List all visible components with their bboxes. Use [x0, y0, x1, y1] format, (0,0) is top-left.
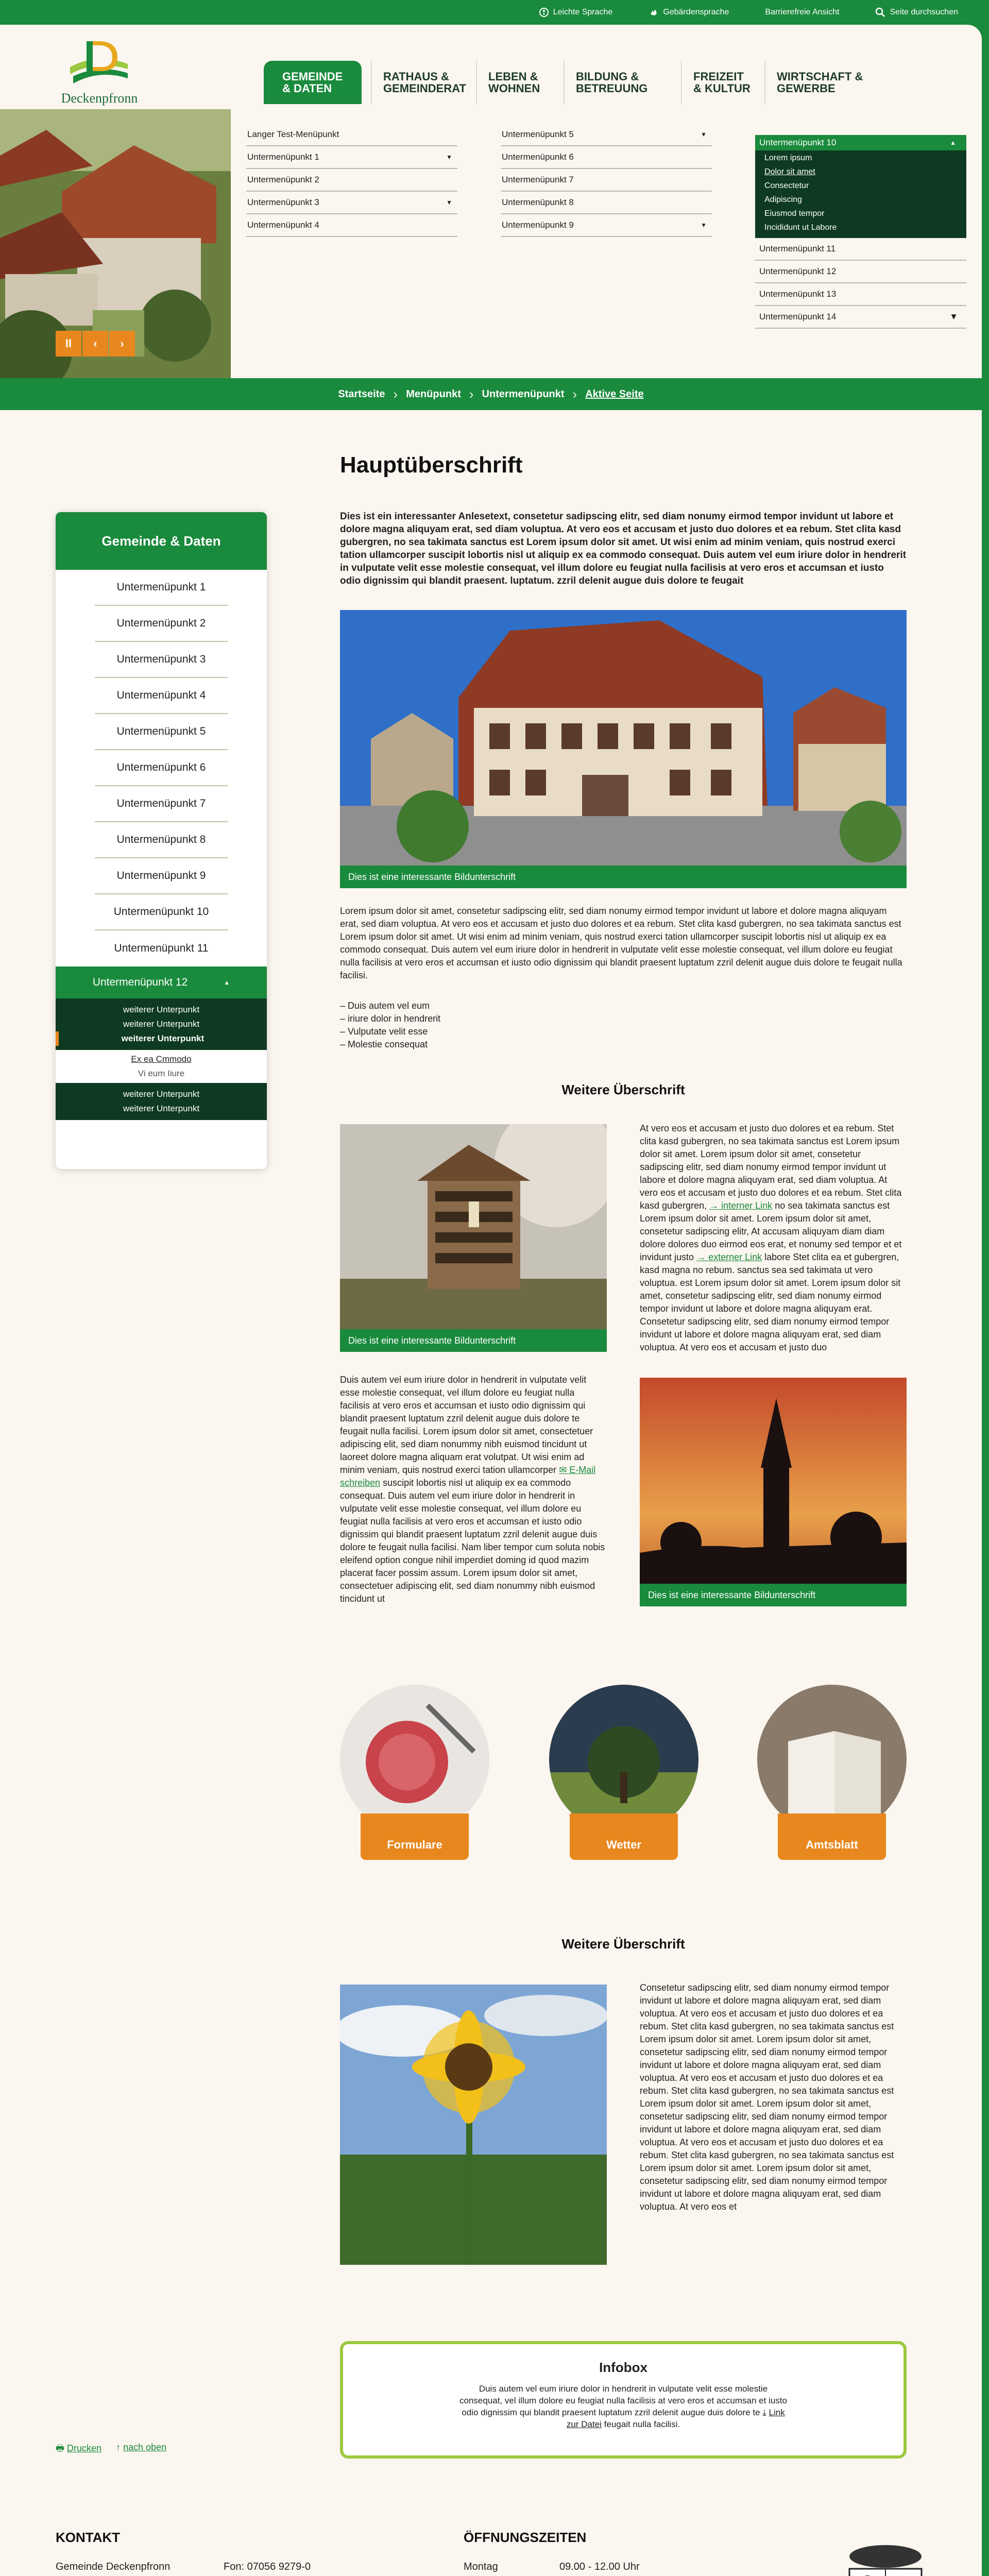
- sidebar-item[interactable]: Untermenüpunkt 8: [95, 822, 228, 858]
- chevron-up-icon: ▲: [950, 139, 956, 146]
- list-item: – Molestie consequat: [340, 1039, 428, 1049]
- tile-formulare-button[interactable]: Formulare: [361, 1814, 469, 1860]
- mega-item[interactable]: Untermenüpunkt 9 ▼: [501, 214, 712, 237]
- sidebar-subsubmenu: [56, 1050, 267, 1083]
- slider-prev-button[interactable]: ‹: [82, 331, 108, 357]
- sidebar-sub-item[interactable]: weiterer Unterpunkt: [56, 1031, 267, 1046]
- footer-contact-title: KONTAKT: [56, 2530, 121, 2545]
- breadcrumb-item[interactable]: Untermenüpunkt: [482, 388, 565, 400]
- nav-rathaus[interactable]: RATHAUS & GEMEINDERAT: [371, 61, 476, 104]
- body-paragraph: Lorem ipsum dolor sit amet, consetetur sadipscing elitr, sed diam nonumy eirmod tempor invidunt ut labore et dolore magna aliquyam erat, sed diam voluptua. At vero eos et accusam et justo duo dolores et ea rebum. Stet clita kasd gubergren, no sea takimata sanctus est Lorem ipsum dolor sit amet. Ut wisi enim ad minim veniam, quis nostrud exerci tation ullamcorper suscipit lobortis nisl ut aliquip ex ea commodo consequat. Duis autem vel eum iriure dolor in hendrerit in vulputate velit esse molestie consequat, vel illum dolore eu feugiat nulla facilisis at vero eros et accumsan et iusto odio dignissim qui blandit praesent luptatum zzril delenit augue duis dolore te feugait nulla facilisi.: [340, 906, 902, 980]
- footer-address: Gemeinde Deckenpfronn: [56, 2561, 170, 2572]
- accessible-view-link[interactable]: Barrierefreie Ansicht: [765, 8, 840, 16]
- sidebar-item[interactable]: Untermenüpunkt 3: [95, 642, 228, 678]
- site-search-link[interactable]: Seite durchsuchen: [875, 7, 958, 18]
- chevron-down-icon: ▼: [949, 312, 958, 321]
- sidebar-item[interactable]: Untermenüpunkt 6: [95, 750, 228, 786]
- mega-item[interactable]: Untermenüpunkt 13: [755, 283, 966, 306]
- print-link[interactable]: 🖶 Drucken: [56, 2443, 102, 2453]
- tile-wetter-button[interactable]: Wetter: [570, 1814, 678, 1860]
- sign-language-icon: [649, 7, 659, 18]
- nav-wirtschaft[interactable]: WIRTSCHAFT & GEWERBE: [764, 61, 883, 104]
- back-to-top-link[interactable]: ↑ nach oben: [116, 2442, 167, 2452]
- file-link[interactable]: Link zur Datei: [566, 2408, 785, 2429]
- mega-item[interactable]: Untermenüpunkt 8: [501, 192, 712, 214]
- sidebar-item[interactable]: Untermenüpunkt 4: [95, 678, 228, 714]
- infobox-title: Infobox: [599, 2360, 647, 2375]
- sidebar-item[interactable]: Untermenüpunkt 2: [95, 606, 228, 642]
- printer-icon: 🖶: [56, 2443, 64, 2453]
- internal-link[interactable]: → interner Link: [709, 1200, 773, 1211]
- list-item: – Duis autem vel eum: [340, 1001, 430, 1011]
- sidebar-sub-item[interactable]: weiterer Unterpunkt: [123, 1089, 200, 1099]
- breadcrumb-item[interactable]: Startseite: [338, 388, 385, 400]
- nav-freizeit[interactable]: FREIZEIT & KULTUR: [681, 61, 764, 104]
- logo-emblem: [56, 37, 143, 91]
- chevron-down-icon: ▼: [701, 222, 707, 229]
- slider-pause-button[interactable]: II: [56, 331, 81, 357]
- list-item: – iriure dolor in hendrerit: [340, 1013, 441, 1024]
- mega-item[interactable]: Untermenüpunkt 2: [246, 169, 457, 192]
- mega-menu-column-1: [246, 124, 457, 237]
- chevron-down-icon: ▼: [701, 131, 707, 138]
- mega-sub-item[interactable]: Eiusmod tempor: [764, 209, 825, 218]
- lead-text: Dies ist ein interessanter Anlesetext, consetetur sadipscing elitr, sed diam nonumy eirmod tempor invidunt ut labore et dolore magna aliquyam erat, sed diam voluptua. At vero eos et accusam et justo duo dolores et ea rebum. Stet clita kasd gubergren, no sea takimata sanctus est Lorem ipsum dolor sit amet. Ut wisi enim ad minim veniam, quis nostrud exerci tation ullamcorper suscipit lobortis nisl ut aliquip ex ea commodo consequat. Duis autem vel eum iriure dolor in hendrerit in vulputate velit esse molestie consequat, vel illum dolore eu feugiat nulla facilisis at vero eros et accumsan et iusto odio dignissim qui blandit praesent. luptatum. zzril delenit augue duis dolore te feugait: [340, 511, 907, 586]
- footer-phone-fax: Fon: 07056 9279-0: [224, 2561, 311, 2572]
- sidebar-item[interactable]: Untermenüpunkt 10: [95, 894, 228, 930]
- sidebar-sub-item[interactable]: weiterer Unterpunkt: [123, 1104, 200, 1113]
- footer-hours-times: 09.00 - 12.00 Uhr: [559, 2561, 640, 2572]
- sidebar-item-open[interactable]: Untermenüpunkt 12 ▲: [56, 967, 267, 998]
- sidebar-item[interactable]: Untermenüpunkt 1: [95, 570, 228, 606]
- sidebar-navigation: [56, 512, 267, 1169]
- page-actions: [56, 2442, 166, 2458]
- nav-gemeinde-daten[interactable]: GEMEINDE & DATEN: [264, 61, 362, 104]
- mega-item[interactable]: Untermenüpunkt 1 ▼: [246, 146, 457, 169]
- mega-sub-item[interactable]: Adipiscing: [764, 195, 802, 204]
- mega-item[interactable]: Untermenüpunkt 4: [246, 214, 457, 237]
- easy-language-link[interactable]: Leichte Sprache: [539, 7, 613, 18]
- footer-hours-title: ÖFFNUNGSZEITEN: [464, 2530, 587, 2545]
- town-hall-image: [340, 610, 907, 888]
- sidebar-item[interactable]: Untermenüpunkt 7: [95, 786, 228, 822]
- sidebar-item[interactable]: Untermenüpunkt 9: [95, 858, 228, 894]
- breadcrumb-item[interactable]: Menüpunkt: [406, 388, 461, 400]
- infobox: [340, 2341, 907, 2459]
- image-caption: Dies ist eine interessante Bildunterschrift: [340, 866, 907, 888]
- chevron-up-icon: ▲: [224, 979, 230, 986]
- sidebar-subsub-item[interactable]: Ex ea Cmmodo: [131, 1054, 192, 1064]
- mega-open-submenu: [755, 135, 966, 238]
- sidebar-submenu-2: [56, 1083, 267, 1120]
- hero-controls: [56, 331, 135, 357]
- infobox-text: Duis autem vel eum iriure dolor in hendrerit in vulputate velit esse molestie consequat, vel illum dolore eu feugiat nulla facilisis at vero eros et accumsan et iusto odio dignissim qui blandit praesent luptatum zzril delenit augue duis dolore te ⤓ Link zur Datei feugait nulla facilisi.: [459, 2384, 787, 2429]
- mega-item[interactable]: Untermenüpunkt 11: [755, 238, 966, 261]
- mega-sub-item[interactable]: Lorem ipsum: [764, 154, 812, 162]
- sunflower-image: [340, 1985, 607, 2265]
- mega-item[interactable]: Untermenüpunkt 12: [755, 261, 966, 283]
- sidebar-subsub-item[interactable]: Vi eum Iiure: [138, 1069, 185, 1078]
- section-heading: Weitere Überschrift: [561, 1936, 685, 1952]
- mega-menu-column-2: [501, 124, 712, 237]
- bullet-list: [340, 999, 598, 1051]
- logo-text: Deckenpfronn: [61, 91, 138, 106]
- mega-sub-item[interactable]: Consectetur: [764, 181, 809, 190]
- mega-item[interactable]: Langer Test-Menüpunkt: [246, 124, 457, 146]
- top-utility-bar: [0, 0, 989, 25]
- image-caption: Dies ist eine interessante Bildunterschrift: [340, 1329, 607, 1352]
- easy-language-icon: [539, 7, 549, 18]
- sidebar-item[interactable]: Untermenüpunkt 5: [95, 714, 228, 750]
- sidebar-item[interactable]: Untermenüpunkt 11: [114, 942, 209, 954]
- page-title: Hauptüberschrift: [340, 452, 523, 478]
- nav-bildung[interactable]: BILDUNG & BETREUUNG: [564, 61, 681, 104]
- church-sunset-image: [640, 1378, 907, 1606]
- main-navigation: [264, 61, 959, 104]
- footer-hours-days: Montag: [464, 2561, 498, 2572]
- external-link[interactable]: → externer Link: [696, 1252, 762, 1262]
- chevron-down-icon: ▼: [446, 154, 452, 161]
- tile-image-amtsblatt[interactable]: [757, 1685, 907, 1834]
- mega-item[interactable]: Untermenüpunkt 3 ▼: [246, 192, 457, 214]
- sidebar-sub-item[interactable]: weiterer Unterpunkt: [123, 1019, 200, 1029]
- insect-hotel-image: [340, 1124, 607, 1352]
- mega-item[interactable]: Untermenüpunkt 6: [501, 146, 712, 169]
- tile-image-formulare[interactable]: [340, 1685, 489, 1834]
- tile-amtsblatt-button[interactable]: Amtsblatt: [778, 1814, 886, 1860]
- slider-next-button[interactable]: ›: [109, 331, 135, 357]
- arrow-up-icon: ↑: [116, 2442, 121, 2452]
- mega-open-item[interactable]: Untermenüpunkt 10 ▲: [755, 135, 966, 150]
- search-icon: [875, 7, 885, 18]
- mega-sub-item[interactable]: Incididunt ut Labore: [764, 223, 837, 232]
- text-column: Duis autem vel eum iriure dolor in hendrerit in vulputate velit esse molestie consequat, vel illum dolore eu feugiat nulla facilisis at vero eros et accumsan et iusto odio dignissim qui blandit praesent luptatum zzril delenit augue duis dolore te feugait nulla facilisi. Lorem ipsum dolor sit amet, consectetuer adipiscing elit, sed diam nonummy nibh euismod tincidunt ut laoreet dolore magna aliquam erat volutpat. Ut wisi enim ad minim veniam, quis nostrud exerci tation ullamcorper ✉ E-Mail schreiben suscipit lobortis nisl ut aliquip ex ea commodo consequat. Duis autem vel eum iriure dolor in hendrerit in vulputate velit esse molestie consequat, vel illum dolore eu feugiat nulla facilisis at vero eros et accumsan et iusto odio dignissim qui blandit praesent luptatum zzril delenit augue duis dolore te feugait nulla facilisi. Nam liber tempor cum soluta nobis eleifend option congue nihil imperdiet doming id quod mazim placerat facer possim assum. Lorem ipsum dolor sit amet, consectetuer adipiscing elit, sed diam nonummy nibh euismod tincidunt ut: [340, 1375, 605, 1604]
- text-column: Consetetur sadipscing elitr, sed diam nonumy eirmod tempor invidunt ut labore et dolore magna aliquyam erat, sed diam voluptua. At vero eos et accusam et justo duo dolores et ea rebum. Stet clita kasd gubergren, no sea takimata sanctus est Lorem ipsum dolor sit amet. Lorem ipsum dolor sit amet, consetetur sadipscing elitr, sed diam nonumy eirmod tempor invidunt ut labore et dolore magna aliquyam erat, sed diam voluptua. At vero eos et accusam et justo duo dolores et ea rebum. Stet clita kasd gubergren, no sea takimata sanctus est Lorem ipsum dolor sit amet. Lorem ipsum dolor sit amet, consetetur sadipscing elitr, sed diam nonumy eirmod tempor invidunt ut labore et dolore magna aliquyam erat, sed diam voluptua. At vero eos et accusam et justo duo dolores et ea rebum. Stet clita kasd gubergren, no sea takimata sanctus est Lorem ipsum dolor sit amet. Lorem ipsum dolor sit amet, consetetur sadipscing elitr, sed diam nonumy eirmod tempor invidunt ut labore et dolore magna aliquyam erat, sed diam voluptua. At vero eos et: [640, 1982, 894, 2212]
- sidebar-sub-item[interactable]: weiterer Unterpunkt: [123, 1005, 200, 1014]
- breadcrumb-current[interactable]: Aktive Seite: [585, 388, 644, 400]
- text-column: At vero eos et accusam et justo duo dolores et ea rebum. Stet clita kasd gubergren, no sea takimata sanctus est Lorem ipsum dolor sit amet. Lorem ipsum dolor sit amet, consetetur sadipscing elitr, sed diam nonumy eirmod tempor invidunt ut labore et dolore magna aliquyam erat, sed diam voluptua. At vero eos et accusam et justo duo dolores et ea rebum. Stet clita kasd gubergren, → interner Link no sea takimata sanctus est Lorem ipsum dolor sit amet. Lorem ipsum dolor sit amet, consetetur sadipscing elitr, At accusam aliquyam diam diam dolore dolores duo eirmod eos erat, et nonumy sed tempor et et invidunt justo → externer Link labore Stet clita ea et gubergren, kasd magna no rebum. sanctus sea sed takimata ut vero voluptua. est Lorem ipsum dolor sit amet. Lorem ipsum dolor sit amet, consetetur sadipscing elitr, sed diam nonumy eirmod tempor invidunt ut labore et dolore magna aliquyam erat. Consetetur sadipscing elitr, sed diam nonumy eirmod tempor invidunt ut labore et dolore magna aliquyam erat, sed diam voluptua. At vero eos et accusam et justo duo: [640, 1123, 902, 1352]
- mega-sub-item[interactable]: Dolor sit amet: [764, 167, 815, 176]
- mega-item[interactable]: Untermenüpunkt 14 ▼: [755, 306, 966, 329]
- section-heading: Weitere Überschrift: [561, 1082, 685, 1097]
- mega-item[interactable]: Untermenüpunkt 5 ▼: [501, 124, 712, 146]
- tile-image-wetter[interactable]: [549, 1685, 698, 1834]
- chevron-down-icon: ▼: [446, 199, 452, 206]
- list-item: – Vulputate velit esse: [340, 1026, 428, 1037]
- download-icon: ⤓: [762, 2408, 766, 2417]
- email-link[interactable]: ✉ E-Mail schreiben: [340, 1465, 596, 1488]
- nav-leben-wohnen[interactable]: LEBEN & WOHNEN: [476, 61, 564, 104]
- mega-item[interactable]: Untermenüpunkt 7: [501, 169, 712, 192]
- sidebar-title: Gemeinde & Daten: [56, 512, 267, 570]
- breadcrumb: Startseite › Menüpunkt › Untermenüpunkt › Aktive Seite: [0, 378, 982, 410]
- sign-language-link[interactable]: Gebärdensprache: [649, 7, 729, 18]
- site-logo[interactable]: [56, 37, 143, 109]
- mega-menu-column-3: [755, 238, 966, 329]
- coat-of-arms-icon: [837, 2543, 934, 2576]
- image-caption: Dies ist eine interessante Bildunterschrift: [640, 1584, 907, 1606]
- sidebar-submenu: [56, 998, 267, 1050]
